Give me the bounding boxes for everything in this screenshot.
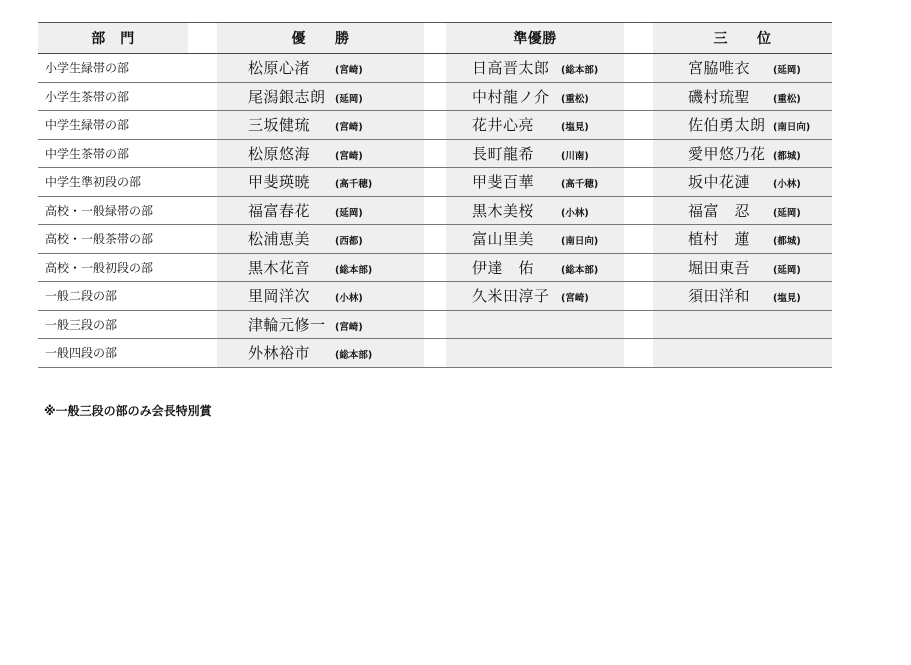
column-gap bbox=[188, 111, 217, 140]
column-gap bbox=[424, 139, 446, 168]
runner-empty-cell bbox=[446, 310, 624, 339]
table-row bbox=[38, 339, 832, 368]
winner-cell bbox=[217, 54, 424, 83]
header-gap bbox=[624, 23, 653, 54]
runner-dojo: (川南) bbox=[561, 150, 589, 162]
column-gap bbox=[624, 111, 653, 140]
column-gap bbox=[188, 253, 217, 282]
winner-dojo: (高千穂) bbox=[335, 179, 373, 191]
header-gap bbox=[424, 23, 446, 54]
runner-cell bbox=[446, 196, 624, 225]
column-gap bbox=[624, 282, 653, 311]
runner-cell bbox=[446, 82, 624, 111]
division-cell: 小学生緑帯の部 bbox=[38, 54, 188, 83]
column-gap bbox=[624, 253, 653, 282]
runner-cell bbox=[446, 225, 624, 254]
header-winner: 優 勝 bbox=[217, 23, 424, 54]
column-gap bbox=[624, 339, 653, 368]
winner-dojo: (西都) bbox=[335, 236, 363, 248]
runner-name: 久米田淳子 bbox=[472, 287, 550, 306]
runner-cell bbox=[446, 168, 624, 197]
winner-dojo: (総本部) bbox=[335, 350, 373, 362]
column-gap bbox=[424, 282, 446, 311]
column-gap bbox=[624, 225, 653, 254]
column-gap bbox=[624, 54, 653, 83]
runner-dojo: (宮崎) bbox=[561, 293, 589, 305]
column-gap bbox=[424, 339, 446, 368]
runner-dojo: (総本部) bbox=[561, 264, 599, 276]
third-dojo: (重松) bbox=[773, 93, 801, 105]
third-cell bbox=[653, 54, 832, 83]
table-row bbox=[38, 168, 832, 197]
column-gap bbox=[424, 196, 446, 225]
third-cell bbox=[653, 168, 832, 197]
third-cell bbox=[653, 82, 832, 111]
runner-dojo: (小林) bbox=[561, 207, 589, 219]
winner-name: 甲斐瑛暁 bbox=[248, 173, 311, 192]
table-row bbox=[38, 54, 832, 83]
column-gap bbox=[624, 196, 653, 225]
winner-name: 三坂健琉 bbox=[248, 116, 311, 135]
column-gap bbox=[424, 225, 446, 254]
column-gap bbox=[188, 339, 217, 368]
winner-name: 里岡洋次 bbox=[248, 287, 311, 306]
column-gap bbox=[424, 54, 446, 83]
column-gap bbox=[188, 225, 217, 254]
table-row bbox=[38, 253, 832, 282]
runner-dojo: (南日向) bbox=[561, 236, 599, 248]
column-gap bbox=[424, 82, 446, 111]
division-cell: 高校・一般茶帯の部 bbox=[38, 225, 188, 254]
third-dojo: (都城) bbox=[773, 150, 801, 162]
third-name: 愛甲悠乃花 bbox=[688, 144, 766, 163]
runner-name: 黒木美桜 bbox=[472, 201, 535, 220]
third-name: 磯村琉聖 bbox=[688, 87, 751, 106]
winner-dojo: (総本部) bbox=[335, 264, 373, 276]
winner-name: 松浦恵美 bbox=[248, 230, 311, 249]
table-body bbox=[38, 54, 832, 368]
runner-empty-cell bbox=[446, 339, 624, 368]
column-gap bbox=[424, 168, 446, 197]
winner-name: 松原悠海 bbox=[248, 144, 311, 163]
third-dojo: (南日向) bbox=[773, 122, 811, 134]
runner-cell bbox=[446, 54, 624, 83]
third-name: 坂中花漣 bbox=[688, 173, 751, 192]
division-cell: 一般四段の部 bbox=[38, 339, 188, 368]
winner-cell bbox=[217, 82, 424, 111]
third-cell bbox=[653, 139, 832, 168]
results-table bbox=[38, 22, 832, 368]
third-dojo: (小林) bbox=[773, 179, 801, 191]
header-row bbox=[38, 23, 832, 54]
table-row bbox=[38, 282, 832, 311]
winner-cell bbox=[217, 339, 424, 368]
winner-cell bbox=[217, 111, 424, 140]
column-gap bbox=[624, 310, 653, 339]
column-gap bbox=[424, 111, 446, 140]
table-row bbox=[38, 111, 832, 140]
column-gap bbox=[188, 82, 217, 111]
division-cell: 中学生準初段の部 bbox=[38, 168, 188, 197]
runner-name: 富山里美 bbox=[472, 230, 535, 249]
winner-dojo: (宮崎) bbox=[335, 321, 363, 333]
runner-name: 伊達 佑 bbox=[472, 258, 535, 277]
third-empty-cell bbox=[653, 339, 832, 368]
runner-name: 中村龍ノ介 bbox=[472, 87, 550, 106]
column-gap bbox=[624, 139, 653, 168]
third-dojo: (延岡) bbox=[773, 264, 801, 276]
runner-cell bbox=[446, 139, 624, 168]
third-cell bbox=[653, 196, 832, 225]
winner-name: 松原心渚 bbox=[248, 59, 311, 78]
header-runner-up: 準優勝 bbox=[446, 23, 624, 54]
winner-name: 外林裕市 bbox=[248, 344, 311, 363]
third-cell bbox=[653, 253, 832, 282]
column-gap bbox=[188, 168, 217, 197]
table-row bbox=[38, 310, 832, 339]
division-cell: 中学生茶帯の部 bbox=[38, 139, 188, 168]
third-dojo: (都城) bbox=[773, 236, 801, 248]
winner-dojo: (小林) bbox=[335, 293, 363, 305]
division-cell: 中学生緑帯の部 bbox=[38, 111, 188, 140]
winner-cell bbox=[217, 310, 424, 339]
third-empty-cell bbox=[653, 310, 832, 339]
winner-cell bbox=[217, 253, 424, 282]
runner-cell bbox=[446, 111, 624, 140]
winner-name: 黒木花音 bbox=[248, 258, 311, 277]
column-gap bbox=[424, 253, 446, 282]
header-third: 三 位 bbox=[653, 23, 832, 54]
winner-dojo: (宮崎) bbox=[335, 150, 363, 162]
winner-dojo: (延岡) bbox=[335, 93, 363, 105]
runner-dojo: (重松) bbox=[561, 93, 589, 105]
division-cell: 高校・一般緑帯の部 bbox=[38, 196, 188, 225]
winner-cell bbox=[217, 168, 424, 197]
column-gap bbox=[188, 54, 217, 83]
winner-dojo: (延岡) bbox=[335, 207, 363, 219]
table-row bbox=[38, 196, 832, 225]
third-cell bbox=[653, 111, 832, 140]
third-name: 福富 忍 bbox=[688, 201, 751, 220]
winner-name: 福富春花 bbox=[248, 201, 311, 220]
third-cell bbox=[653, 225, 832, 254]
third-dojo: (延岡) bbox=[773, 65, 801, 77]
winner-dojo: (宮崎) bbox=[335, 122, 363, 134]
column-gap bbox=[188, 282, 217, 311]
winner-cell bbox=[217, 225, 424, 254]
winner-name: 津輪元修一 bbox=[248, 315, 326, 334]
runner-dojo: (高千穂) bbox=[561, 179, 599, 191]
column-gap bbox=[624, 82, 653, 111]
third-cell bbox=[653, 282, 832, 311]
division-cell: 一般三段の部 bbox=[38, 310, 188, 339]
third-name: 佐伯勇太朗 bbox=[688, 116, 766, 135]
winner-cell bbox=[217, 282, 424, 311]
winner-dojo: (宮崎) bbox=[335, 65, 363, 77]
third-name: 宮脇唯衣 bbox=[688, 59, 751, 78]
header-division: 部 門 bbox=[38, 23, 188, 54]
runner-dojo: (塩見) bbox=[561, 122, 589, 134]
column-gap bbox=[188, 196, 217, 225]
table-row bbox=[38, 139, 832, 168]
division-cell: 一般二段の部 bbox=[38, 282, 188, 311]
column-gap bbox=[188, 139, 217, 168]
winner-cell bbox=[217, 196, 424, 225]
runner-cell bbox=[446, 282, 624, 311]
table-row bbox=[38, 225, 832, 254]
column-gap bbox=[624, 168, 653, 197]
column-gap bbox=[424, 310, 446, 339]
table-row bbox=[38, 82, 832, 111]
third-name: 堀田東吾 bbox=[688, 258, 751, 277]
runner-name: 甲斐百華 bbox=[472, 173, 535, 192]
runner-cell bbox=[446, 253, 624, 282]
footnote: ※一般三段の部のみ会長特別賞 bbox=[44, 404, 212, 418]
runner-name: 長町龍希 bbox=[472, 144, 535, 163]
header-gap bbox=[188, 23, 217, 54]
division-cell: 小学生茶帯の部 bbox=[38, 82, 188, 111]
third-dojo: (延岡) bbox=[773, 207, 801, 219]
third-name: 植村 蓮 bbox=[688, 230, 751, 249]
winner-name: 尾潟銀志朗 bbox=[248, 87, 326, 106]
runner-name: 花井心亮 bbox=[472, 116, 535, 135]
column-gap bbox=[188, 310, 217, 339]
runner-name: 日高晋太郎 bbox=[472, 59, 550, 78]
runner-dojo: (総本部) bbox=[561, 65, 599, 77]
winner-cell bbox=[217, 139, 424, 168]
division-cell: 高校・一般初段の部 bbox=[38, 253, 188, 282]
third-dojo: (塩見) bbox=[773, 293, 801, 305]
third-name: 須田洋和 bbox=[688, 287, 751, 306]
